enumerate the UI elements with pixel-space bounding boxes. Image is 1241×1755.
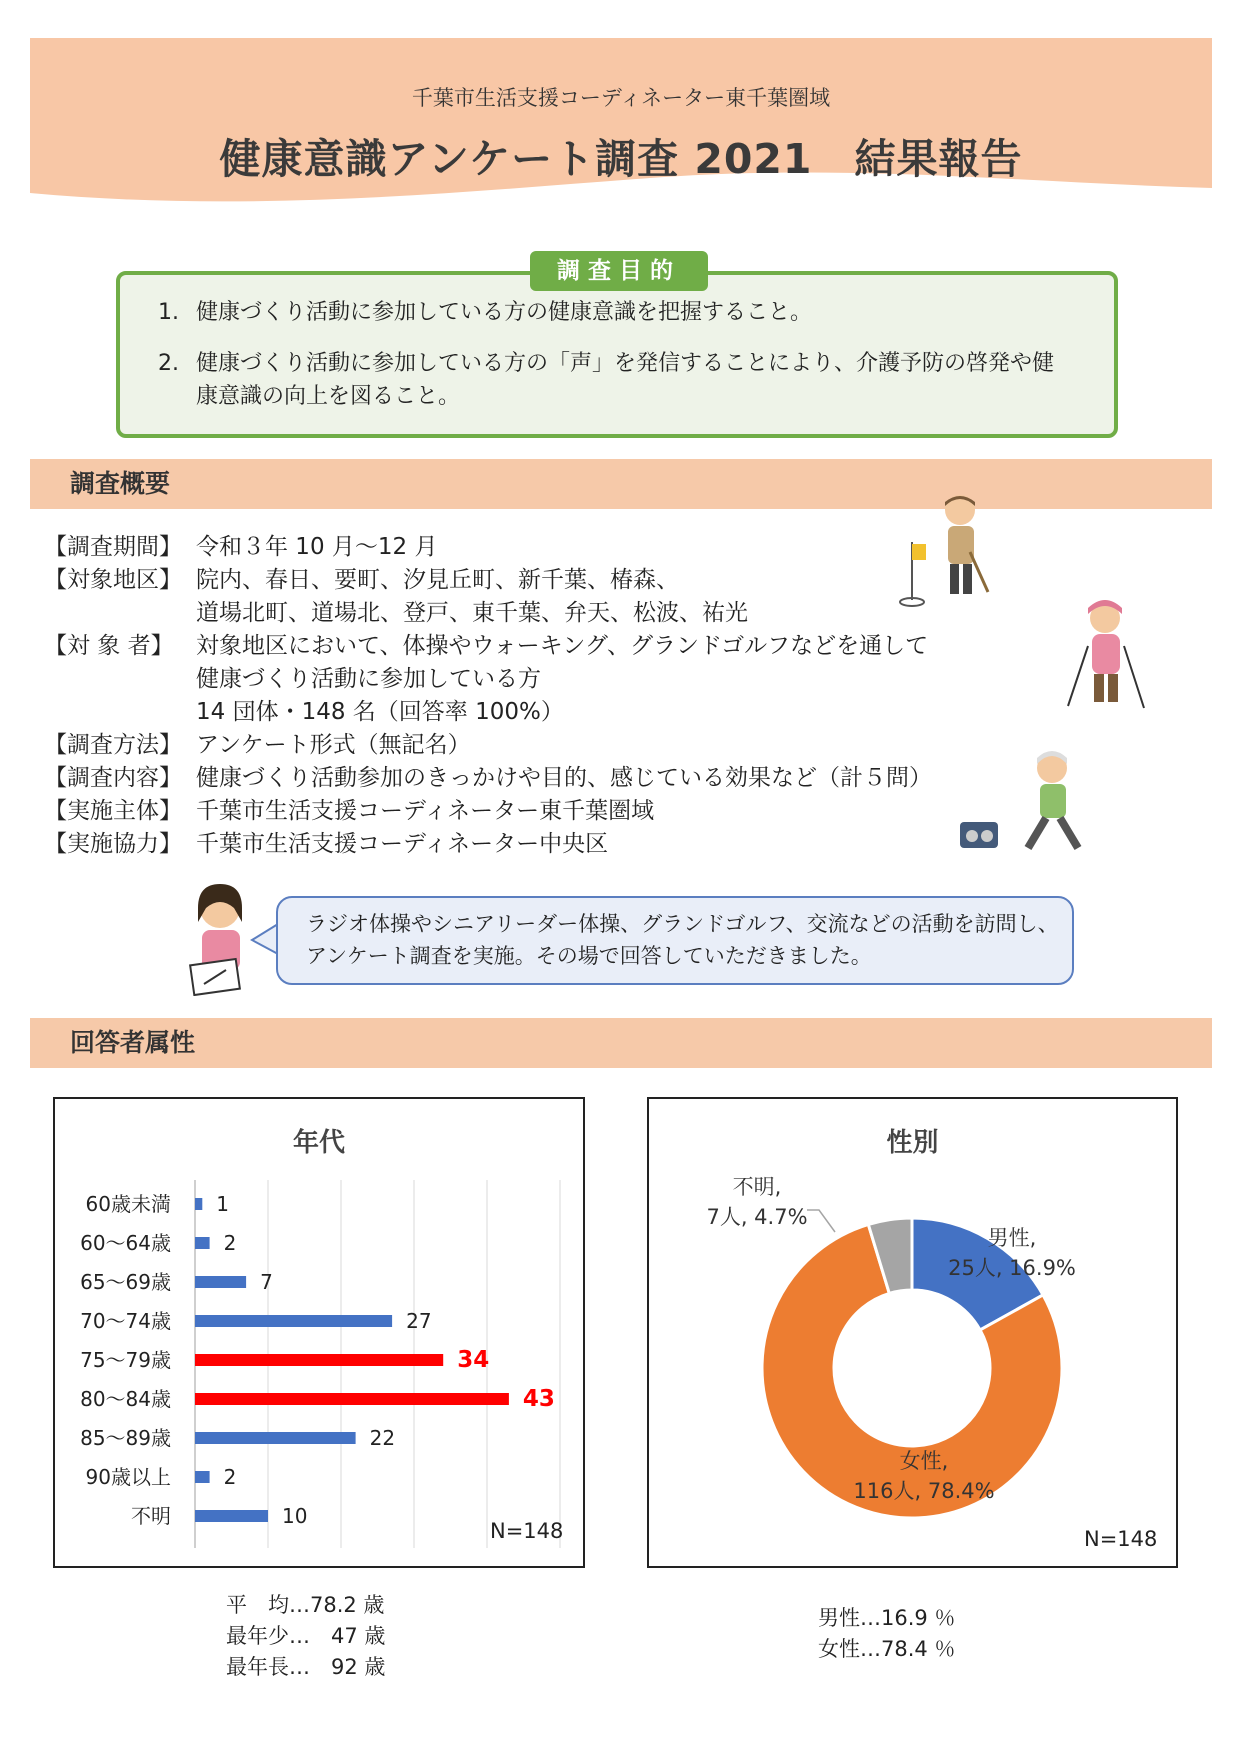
gender-donut-chart <box>647 1168 1178 1528</box>
bar <box>195 1315 392 1327</box>
attributes-section-bar <box>30 1018 1212 1068</box>
page-title: 健康意識アンケート調査 2021 結果報告 <box>219 135 1023 183</box>
overview-row-cooperation <box>44 828 1044 861</box>
slice-label: 不明, <box>732 1175 782 1199</box>
category-label: 60歳未満 <box>85 1192 171 1216</box>
overview-label: 【調査方法】 <box>44 732 182 758</box>
overview-value: アンケート形式（無記名） <box>196 732 471 758</box>
overview-label: 【調査内容】 <box>44 765 182 791</box>
bar <box>195 1471 210 1483</box>
category-label: 80～84歳 <box>80 1387 171 1411</box>
purpose-label: 調査目的 <box>530 251 708 291</box>
overview-label: 【調査期間】 <box>44 534 182 560</box>
data-label: 22 <box>369 1426 396 1450</box>
golf-player-illustration <box>890 492 1000 612</box>
leader-line <box>807 1210 835 1232</box>
overview-row-target <box>44 630 1044 729</box>
category-label: 90歳以上 <box>85 1465 171 1489</box>
gender-female-pct: 女性…78.4 ％ <box>818 1637 956 1661</box>
data-label: 10 <box>282 1504 308 1528</box>
age-chart-n-label: N=148 <box>490 1519 564 1543</box>
age-youngest: 最年少… 47 歳 <box>226 1624 386 1648</box>
data-label: 7 <box>260 1270 273 1294</box>
overview-section-title: 調査概要 <box>70 469 171 498</box>
overview-value: 令和３年 10 月～12 月 <box>196 534 438 560</box>
overview-section-bar <box>30 459 1212 509</box>
overview-label: 【実施協力】 <box>44 831 182 857</box>
overview-value: 14 団体・148 名（回答率 100%） <box>196 699 564 725</box>
bar <box>195 1432 356 1444</box>
age-chart-title: 年代 <box>292 1128 345 1158</box>
overview-row-organizer <box>44 795 1044 828</box>
overview-label: 【対象地区】 <box>44 567 182 593</box>
slice-label: 男性, <box>987 1226 1037 1250</box>
slice-label: 116人, 78.4% <box>853 1479 995 1503</box>
gender-chart-n-label: N=148 <box>1084 1527 1158 1551</box>
purpose-item-2 <box>158 347 1078 417</box>
category-label: 70～74歳 <box>80 1309 171 1333</box>
attributes-section-title: 回答者属性 <box>70 1028 196 1057</box>
overview-value: 院内、春日、要町、汐見丘町、新千葉、椿森、 <box>196 567 679 593</box>
data-label: 27 <box>406 1309 432 1333</box>
overview-value: 対象地区において、体操やウォーキング、グランドゴルフなどを通して <box>196 633 929 659</box>
category-label: 60～64歳 <box>80 1231 171 1255</box>
gender-male-pct: 男性…16.9 ％ <box>818 1606 956 1630</box>
slice-label: 25人, 16.9% <box>948 1256 1076 1280</box>
overview-value: 千葉市生活支援コーディネーター中央区 <box>196 831 609 857</box>
age-oldest: 最年長… 92 歳 <box>226 1655 386 1679</box>
bar <box>195 1354 443 1366</box>
age-bar-chart <box>53 1180 585 1560</box>
header-subtitle: 千葉市生活支援コーディネーター東千葉圏域 <box>411 86 831 110</box>
gender-chart-title: 性別 <box>886 1128 939 1158</box>
bar <box>195 1198 202 1210</box>
data-label: 2 <box>223 1465 237 1489</box>
exercise-man-illustration <box>954 748 1094 858</box>
data-label: 2 <box>223 1231 237 1255</box>
slice-label: 女性, <box>899 1449 949 1473</box>
age-average: 平 均…78.2 歳 <box>226 1593 385 1617</box>
purpose-item-text: 健康づくり活動に参加している方の「声」を発信することにより、介護予防の啓発や健康意識の向上を図ること。 <box>196 351 1055 409</box>
bar <box>195 1276 246 1288</box>
category-label: 85～89歳 <box>80 1426 171 1450</box>
data-label: 34 <box>457 1347 490 1373</box>
overview-row-content <box>44 762 1044 795</box>
category-label: 75～79歳 <box>80 1348 171 1372</box>
bar <box>195 1510 268 1522</box>
overview-value: 健康づくり活動参加のきっかけや目的、感じている効果など（計５問） <box>196 765 932 791</box>
purpose-item-number: 1. <box>158 300 179 325</box>
category-label: 65～69歳 <box>80 1270 171 1294</box>
purpose-item-1 <box>158 296 1078 330</box>
overview-value: 健康づくり活動に参加している方 <box>196 666 541 692</box>
overview-label: 【対 象 者】 <box>44 633 174 659</box>
data-label: 1 <box>216 1192 230 1216</box>
slice-label: 7人, 4.7% <box>706 1205 808 1229</box>
purpose-item-number: 2. <box>158 351 179 376</box>
overview-value: 道場北町、道場北、登戸、東千葉、弁天、松波、祐光 <box>196 600 748 626</box>
purpose-item-text: 健康づくり活動に参加している方の健康意識を把握すること。 <box>196 300 813 325</box>
overview-row-method <box>44 729 1044 762</box>
bar <box>195 1393 509 1405</box>
speech-bubble-text: ラジオ体操やシニアリーダー体操、グランドゴルフ、交流などの活動を訪問し、アンケート調査を実施。その場で回答していただきました。 <box>306 912 1059 968</box>
walking-woman-illustration <box>1060 596 1150 716</box>
data-label: 43 <box>522 1386 555 1412</box>
bar <box>195 1237 210 1249</box>
overview-label: 【実施主体】 <box>44 798 182 824</box>
overview-value: 千葉市生活支援コーディネーター東千葉圏域 <box>196 798 655 824</box>
category-label: 不明 <box>131 1504 171 1528</box>
